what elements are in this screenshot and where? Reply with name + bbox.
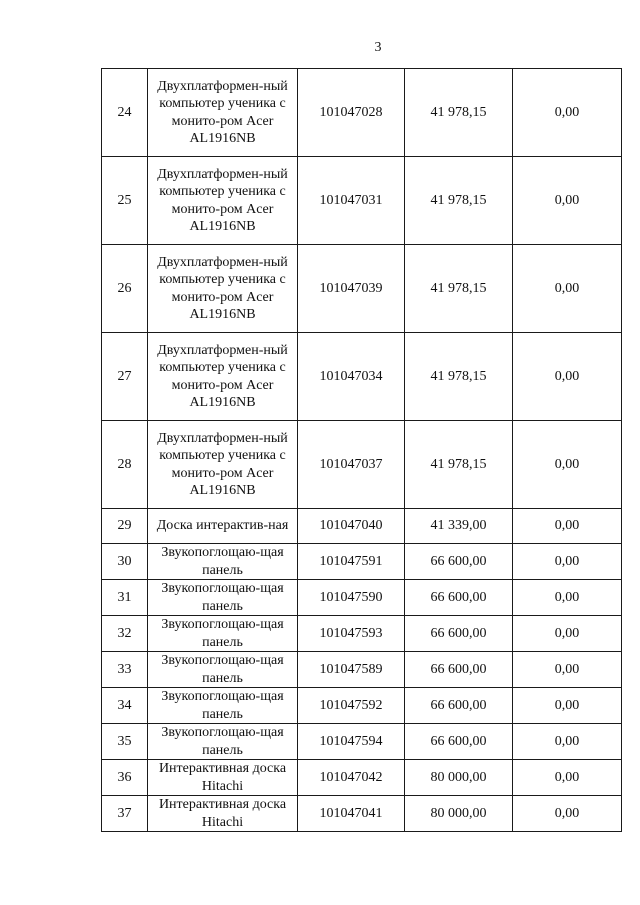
cost-value: 41 978,15	[405, 245, 513, 333]
item-name: Звукопоглощаю-щая панель	[148, 544, 298, 580]
table-row	[102, 157, 622, 245]
item-name: Доска интерактив-ная	[148, 509, 298, 544]
table-row	[102, 796, 622, 832]
inventory-table	[101, 68, 622, 832]
table-row	[102, 652, 622, 688]
row-number: 27	[102, 333, 148, 421]
residual-value: 0,00	[513, 796, 622, 832]
table-row	[102, 69, 622, 157]
row-number: 30	[102, 544, 148, 580]
row-number: 28	[102, 421, 148, 509]
residual-value: 0,00	[513, 509, 622, 544]
residual-value: 0,00	[513, 245, 622, 333]
item-name: Звукопоглощаю-щая панель	[148, 688, 298, 724]
item-name: Двухплатформен-ный компьютер ученика с монито-ром Acer AL1916NB	[148, 333, 298, 421]
residual-value: 0,00	[513, 652, 622, 688]
cost-value: 41 978,15	[405, 69, 513, 157]
inventory-number: 101047037	[298, 421, 405, 509]
cost-value: 80 000,00	[405, 760, 513, 796]
inventory-number: 101047034	[298, 333, 405, 421]
row-number: 26	[102, 245, 148, 333]
row-number: 29	[102, 509, 148, 544]
table-row	[102, 688, 622, 724]
inventory-number: 101047028	[298, 69, 405, 157]
cost-value: 41 978,15	[405, 333, 513, 421]
inventory-number: 101047031	[298, 157, 405, 245]
item-name: Звукопоглощаю-щая панель	[148, 724, 298, 760]
inventory-number: 101047040	[298, 509, 405, 544]
item-name: Интерактивная доска Hitachi	[148, 796, 298, 832]
item-name: Звукопоглощаю-щая панель	[148, 580, 298, 616]
cost-value: 41 978,15	[405, 157, 513, 245]
row-number: 33	[102, 652, 148, 688]
cost-value: 66 600,00	[405, 688, 513, 724]
table-row	[102, 509, 622, 544]
item-name: Двухплатформен-ный компьютер ученика с монито-ром Acer AL1916NB	[148, 157, 298, 245]
table-row	[102, 245, 622, 333]
residual-value: 0,00	[513, 688, 622, 724]
table-row	[102, 616, 622, 652]
inventory-number: 101047041	[298, 796, 405, 832]
residual-value: 0,00	[513, 333, 622, 421]
page-number: 3	[374, 40, 382, 55]
table-row	[102, 544, 622, 580]
item-name: Звукопоглощаю-щая панель	[148, 652, 298, 688]
cost-value: 80 000,00	[405, 796, 513, 832]
table-row	[102, 760, 622, 796]
cost-value: 41 978,15	[405, 421, 513, 509]
residual-value: 0,00	[513, 421, 622, 509]
residual-value: 0,00	[513, 616, 622, 652]
inventory-number: 101047039	[298, 245, 405, 333]
row-number: 35	[102, 724, 148, 760]
row-number: 36	[102, 760, 148, 796]
table-row	[102, 333, 622, 421]
inventory-number: 101047593	[298, 616, 405, 652]
cost-value: 66 600,00	[405, 580, 513, 616]
item-name: Двухплатформен-ный компьютер ученика с монито-ром Acer AL1916NB	[148, 245, 298, 333]
cost-value: 66 600,00	[405, 652, 513, 688]
item-name: Звукопоглощаю-щая панель	[148, 616, 298, 652]
table-row	[102, 421, 622, 509]
inventory-number: 101047594	[298, 724, 405, 760]
residual-value: 0,00	[513, 760, 622, 796]
inventory-number: 101047589	[298, 652, 405, 688]
cost-value: 66 600,00	[405, 724, 513, 760]
cost-value: 66 600,00	[405, 616, 513, 652]
row-number: 37	[102, 796, 148, 832]
inventory-number: 101047592	[298, 688, 405, 724]
residual-value: 0,00	[513, 580, 622, 616]
residual-value: 0,00	[513, 157, 622, 245]
row-number: 24	[102, 69, 148, 157]
item-name: Двухплатформен-ный компьютер ученика с монито-ром Acer AL1916NB	[148, 421, 298, 509]
row-number: 34	[102, 688, 148, 724]
cost-value: 41 339,00	[405, 509, 513, 544]
item-name: Двухплатформен-ный компьютер ученика с монито-ром Acer AL1916NB	[148, 69, 298, 157]
inventory-number: 101047590	[298, 580, 405, 616]
item-name: Интерактивная доска Hitachi	[148, 760, 298, 796]
table-row	[102, 724, 622, 760]
row-number: 25	[102, 157, 148, 245]
inventory-number: 101047042	[298, 760, 405, 796]
row-number: 31	[102, 580, 148, 616]
inventory-number: 101047591	[298, 544, 405, 580]
cost-value: 66 600,00	[405, 544, 513, 580]
residual-value: 0,00	[513, 544, 622, 580]
residual-value: 0,00	[513, 69, 622, 157]
table-row	[102, 580, 622, 616]
residual-value: 0,00	[513, 724, 622, 760]
row-number: 32	[102, 616, 148, 652]
